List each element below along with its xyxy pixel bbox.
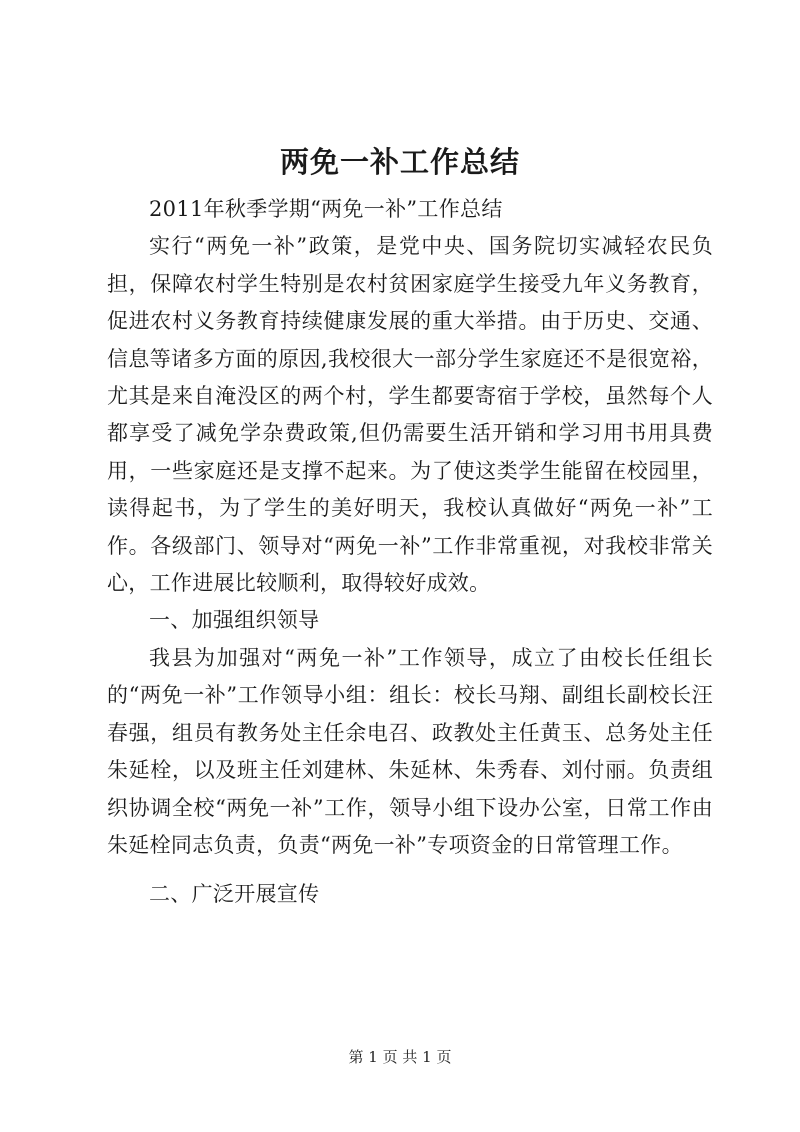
section-1-paragraph: 我县为加强对“两免一补”工作领导，成立了由校长任组长的“两免一补”工作领导小组：组长：校长马翔、副组长副校长汪春强，组员有教务处主任余电召、政教处主任黄玉、总务处主任朱延栓，以及班主任刘建林、朱延林、朱秀春、刘付丽。负责组织协调全校“两免一补”工作，领导小组下设办公室，日常工作由朱延栓同志负责，负责“两免一补”专项资金的日常管理工作。 (107, 645, 713, 857)
page-number-footer: 第 1 页 共 1 页 (348, 1048, 452, 1066)
intro-paragraph: 实行“两免一补”政策，是党中央、国务院切实减轻农民负担，保障农村学生特别是农村贫困家庭学生接受九年义务教育，促进农村义务教育持续健康发展的重大举措。由于历史、交通、信息等诸多方面的原因,我校很大一部分学生家庭还不是很宽裕，尤其是来自淹没区的两个村，学生都要寄宿于学校，虽然每个人都享受了减免学杂费政策,但仍需要生活开销和学习用书用具费用，一些家庭还是支撑不起来。为了使这类学生能留在校园里，读得起书，为了学生的美好明天，我校认真做好“两免一补”工作。各级部门、领导对“两免一补”工作非常重视，对我校非常关心，工作进展比较顺利，取得较好成效。 (107, 234, 713, 596)
section-heading-1: 一、加强组织领导 (149, 608, 320, 633)
document-title: 两免一补工作总结 (279, 145, 520, 179)
document-body (107, 191, 713, 914)
section-heading-2: 二、广泛开展宣传 (149, 882, 320, 907)
subtitle-paragraph: 2011年秋季学期“两免一补”工作总结 (149, 197, 503, 221)
